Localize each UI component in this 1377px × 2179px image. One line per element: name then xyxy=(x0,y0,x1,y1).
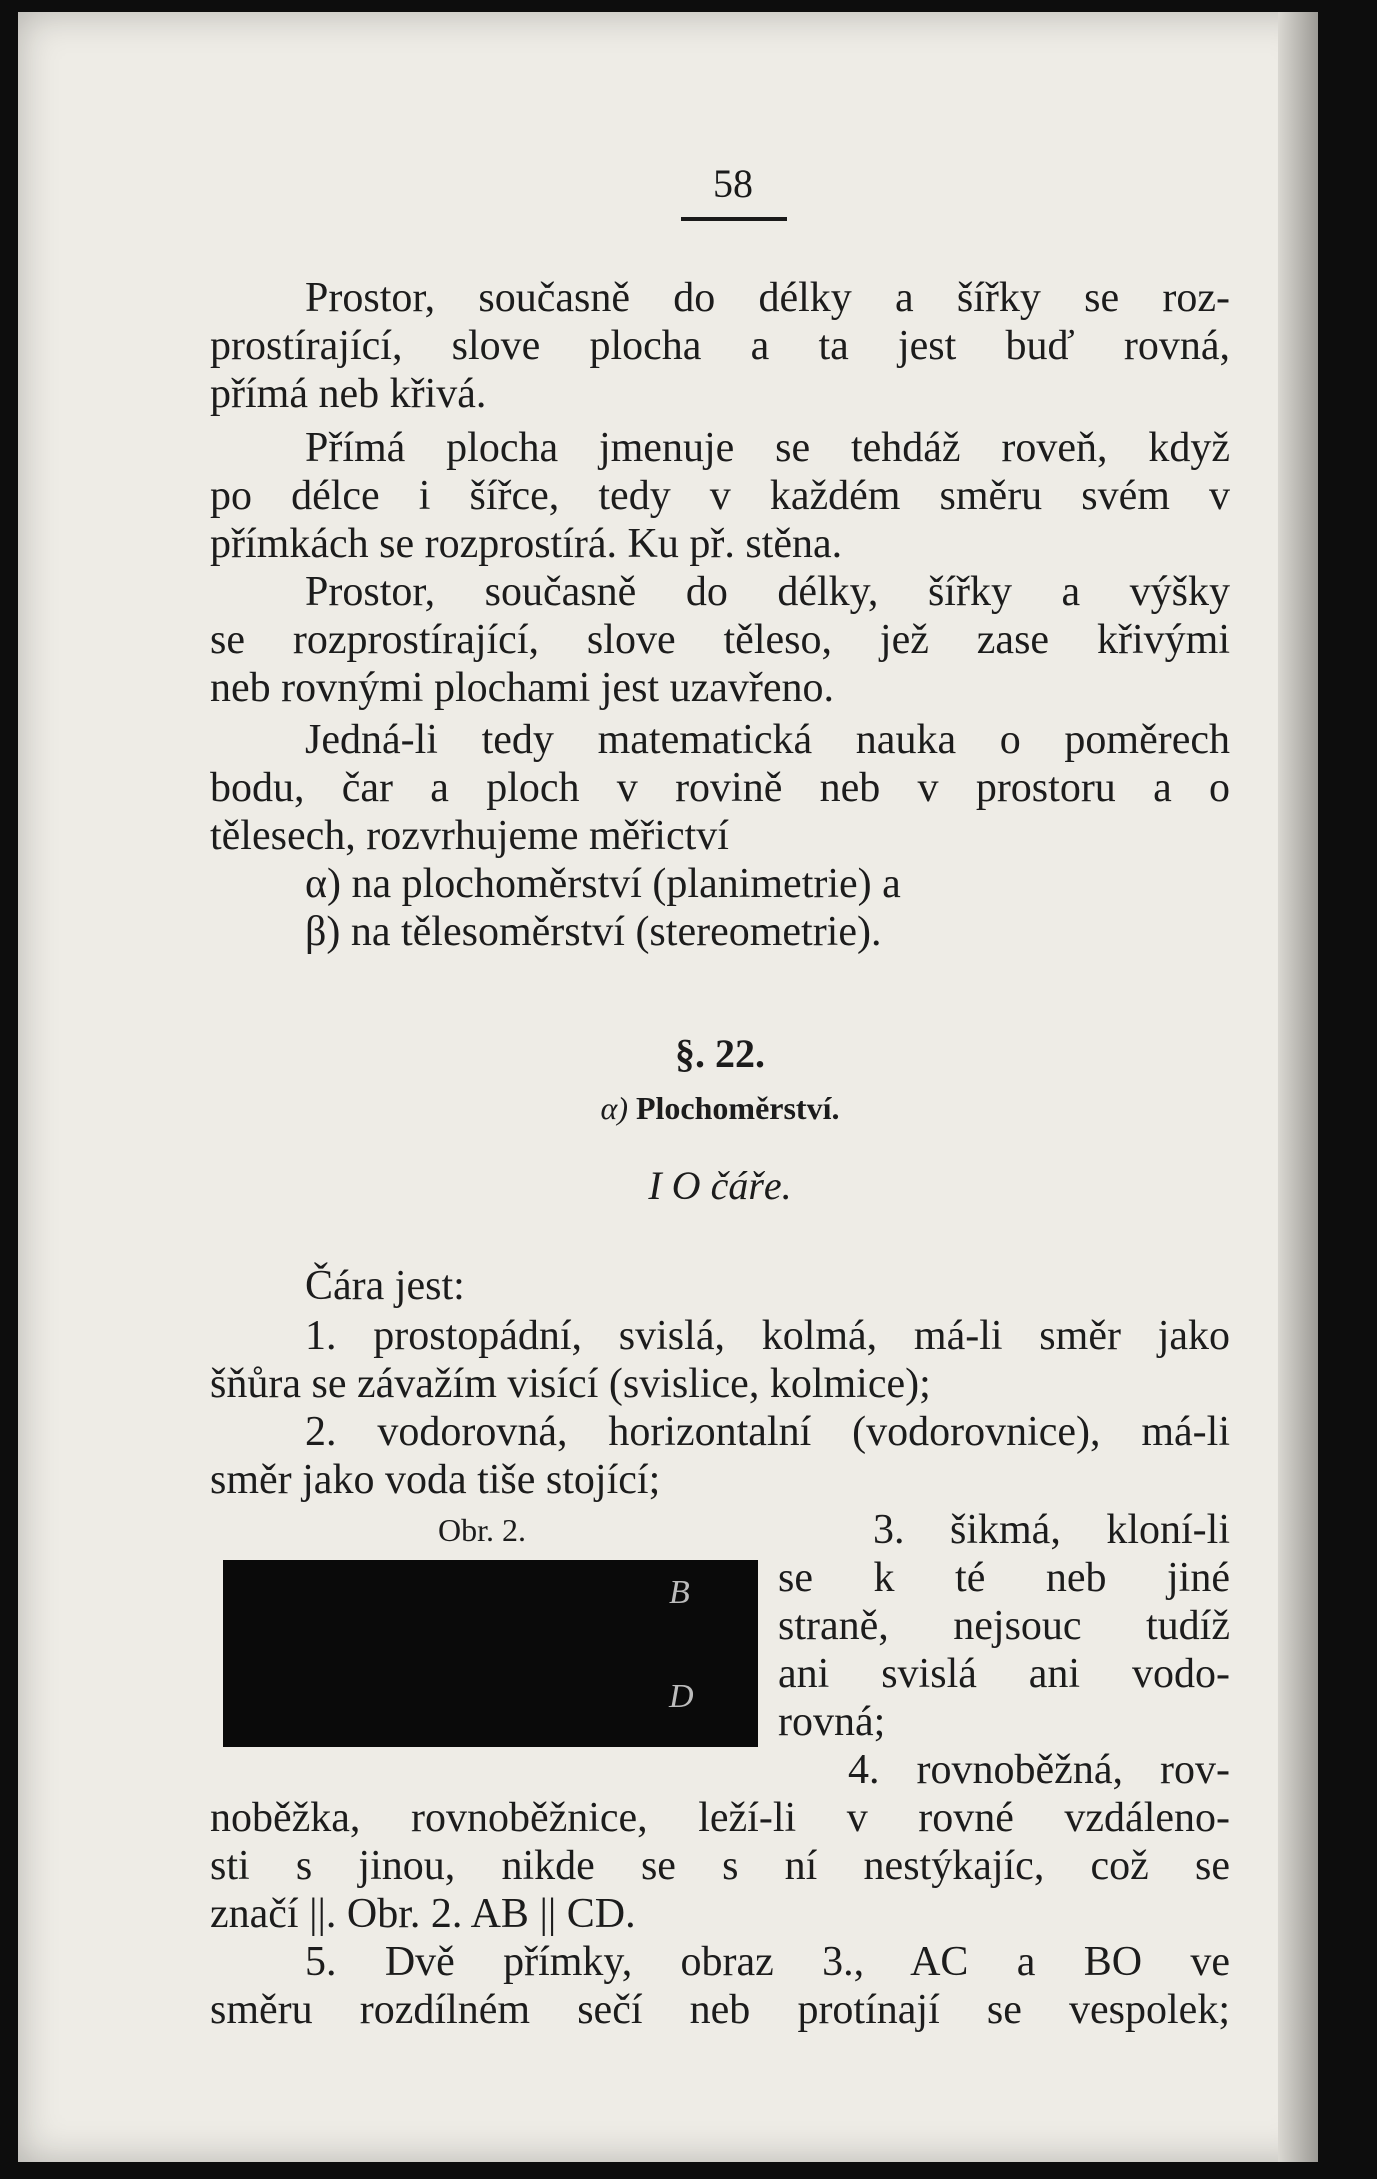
text-line: 5. Dvě přímky, obraz 3., AC a BO ve xyxy=(305,1939,1230,1985)
paragraph-4 xyxy=(210,716,1230,956)
text-line: Jedná-li tedy matematická nauka o poměrech xyxy=(305,717,1230,763)
figure-image xyxy=(223,1560,758,1747)
text-line: β) na tělesoměrství (stereometrie). xyxy=(305,909,882,955)
item-2 xyxy=(210,1408,1230,1504)
text-line: se k té neb jiné xyxy=(778,1555,1230,1601)
item-3 xyxy=(778,1506,1230,1746)
text-line: 3. šikmá, kloní-li xyxy=(873,1507,1230,1553)
text-line: značí ||. Obr. 2. AB || CD. xyxy=(210,1891,636,1937)
text-line: Čára jest: xyxy=(305,1263,465,1309)
text-line: sti s jinou, nikde se s ní nestýkajíc, což se xyxy=(210,1843,1230,1889)
item-4-start xyxy=(778,1746,1230,1794)
paragraph-2 xyxy=(210,424,1230,568)
section-subtitle xyxy=(210,1090,1230,1127)
page-number-rule xyxy=(681,217,787,221)
paragraph-3 xyxy=(210,568,1230,712)
text-line: šňůra se závažím visící (svislice, kolmice); xyxy=(210,1361,931,1407)
text-line: se rozprostírající, slove těleso, jež zase křivými xyxy=(210,617,1230,663)
text-line: ani svislá ani vodo- xyxy=(778,1651,1230,1697)
text-line: noběžka, rovnoběžnice, leží-li v rovné vzdáleno- xyxy=(210,1795,1230,1841)
page-number: 58 xyxy=(713,161,753,206)
text-line: 4. rovnoběžná, rov- xyxy=(848,1747,1230,1793)
chapter-title: I O čáře. xyxy=(648,1163,792,1208)
text-line: bodu, čar a ploch v rovině neb v prostoru a o xyxy=(210,765,1230,811)
text-line: po délce i šířce, tedy v každém směru svém v xyxy=(210,473,1230,519)
figure-letter-b: B xyxy=(669,1574,690,1611)
figure-label: Obr. 2. xyxy=(438,1512,526,1548)
text-line: 2. vodorovná, horizontalní (vodorovnice), má-li xyxy=(305,1409,1230,1455)
section-number: §. 22. xyxy=(675,1031,765,1076)
text-line: Přímá plocha jmenuje se tehdáž roveň, když xyxy=(305,425,1230,471)
item-1 xyxy=(210,1312,1230,1408)
text-line: Prostor, současně do délky, šířky a výšky xyxy=(305,569,1230,615)
text-line: α) na plochoměrství (planimetrie) a xyxy=(305,861,901,907)
cara-intro-block xyxy=(210,1262,1230,1310)
item-5 xyxy=(210,1938,1230,2034)
text-line: 1. prostopádní, svislá, kolmá, má-li směr jako xyxy=(305,1313,1230,1359)
text-line: směru rozdílném sečí neb protínají se vespolek; xyxy=(210,1987,1230,2033)
text-line: přímkách se rozprostírá. Ku př. stěna. xyxy=(210,521,843,567)
text-line: neb rovnými plochami jest uzavřeno. xyxy=(210,665,834,711)
subtitle-text: Plochoměrství. xyxy=(635,1090,840,1126)
text-line: straně, nejsouc tudíž xyxy=(778,1603,1230,1649)
text-line: prostírající, slove plocha a ta jest buď rovná, xyxy=(210,323,1230,369)
subtitle-prefix: α) xyxy=(600,1090,628,1126)
book-page xyxy=(18,12,1318,2162)
text-line: Prostor, současně do délky a šířky se roz- xyxy=(305,275,1230,321)
paragraph-1 xyxy=(210,274,1230,418)
figure-letter-d: D xyxy=(669,1678,694,1715)
text-line: přímá neb křivá. xyxy=(210,371,487,417)
item-4 xyxy=(210,1794,1230,1938)
text-line: směr jako voda tiše stojící; xyxy=(210,1457,661,1503)
text-line: rovná; xyxy=(778,1699,886,1745)
page-spine-shadow xyxy=(1278,12,1318,2162)
text-line: tělesech, rozvrhujeme měřictví xyxy=(210,813,729,859)
